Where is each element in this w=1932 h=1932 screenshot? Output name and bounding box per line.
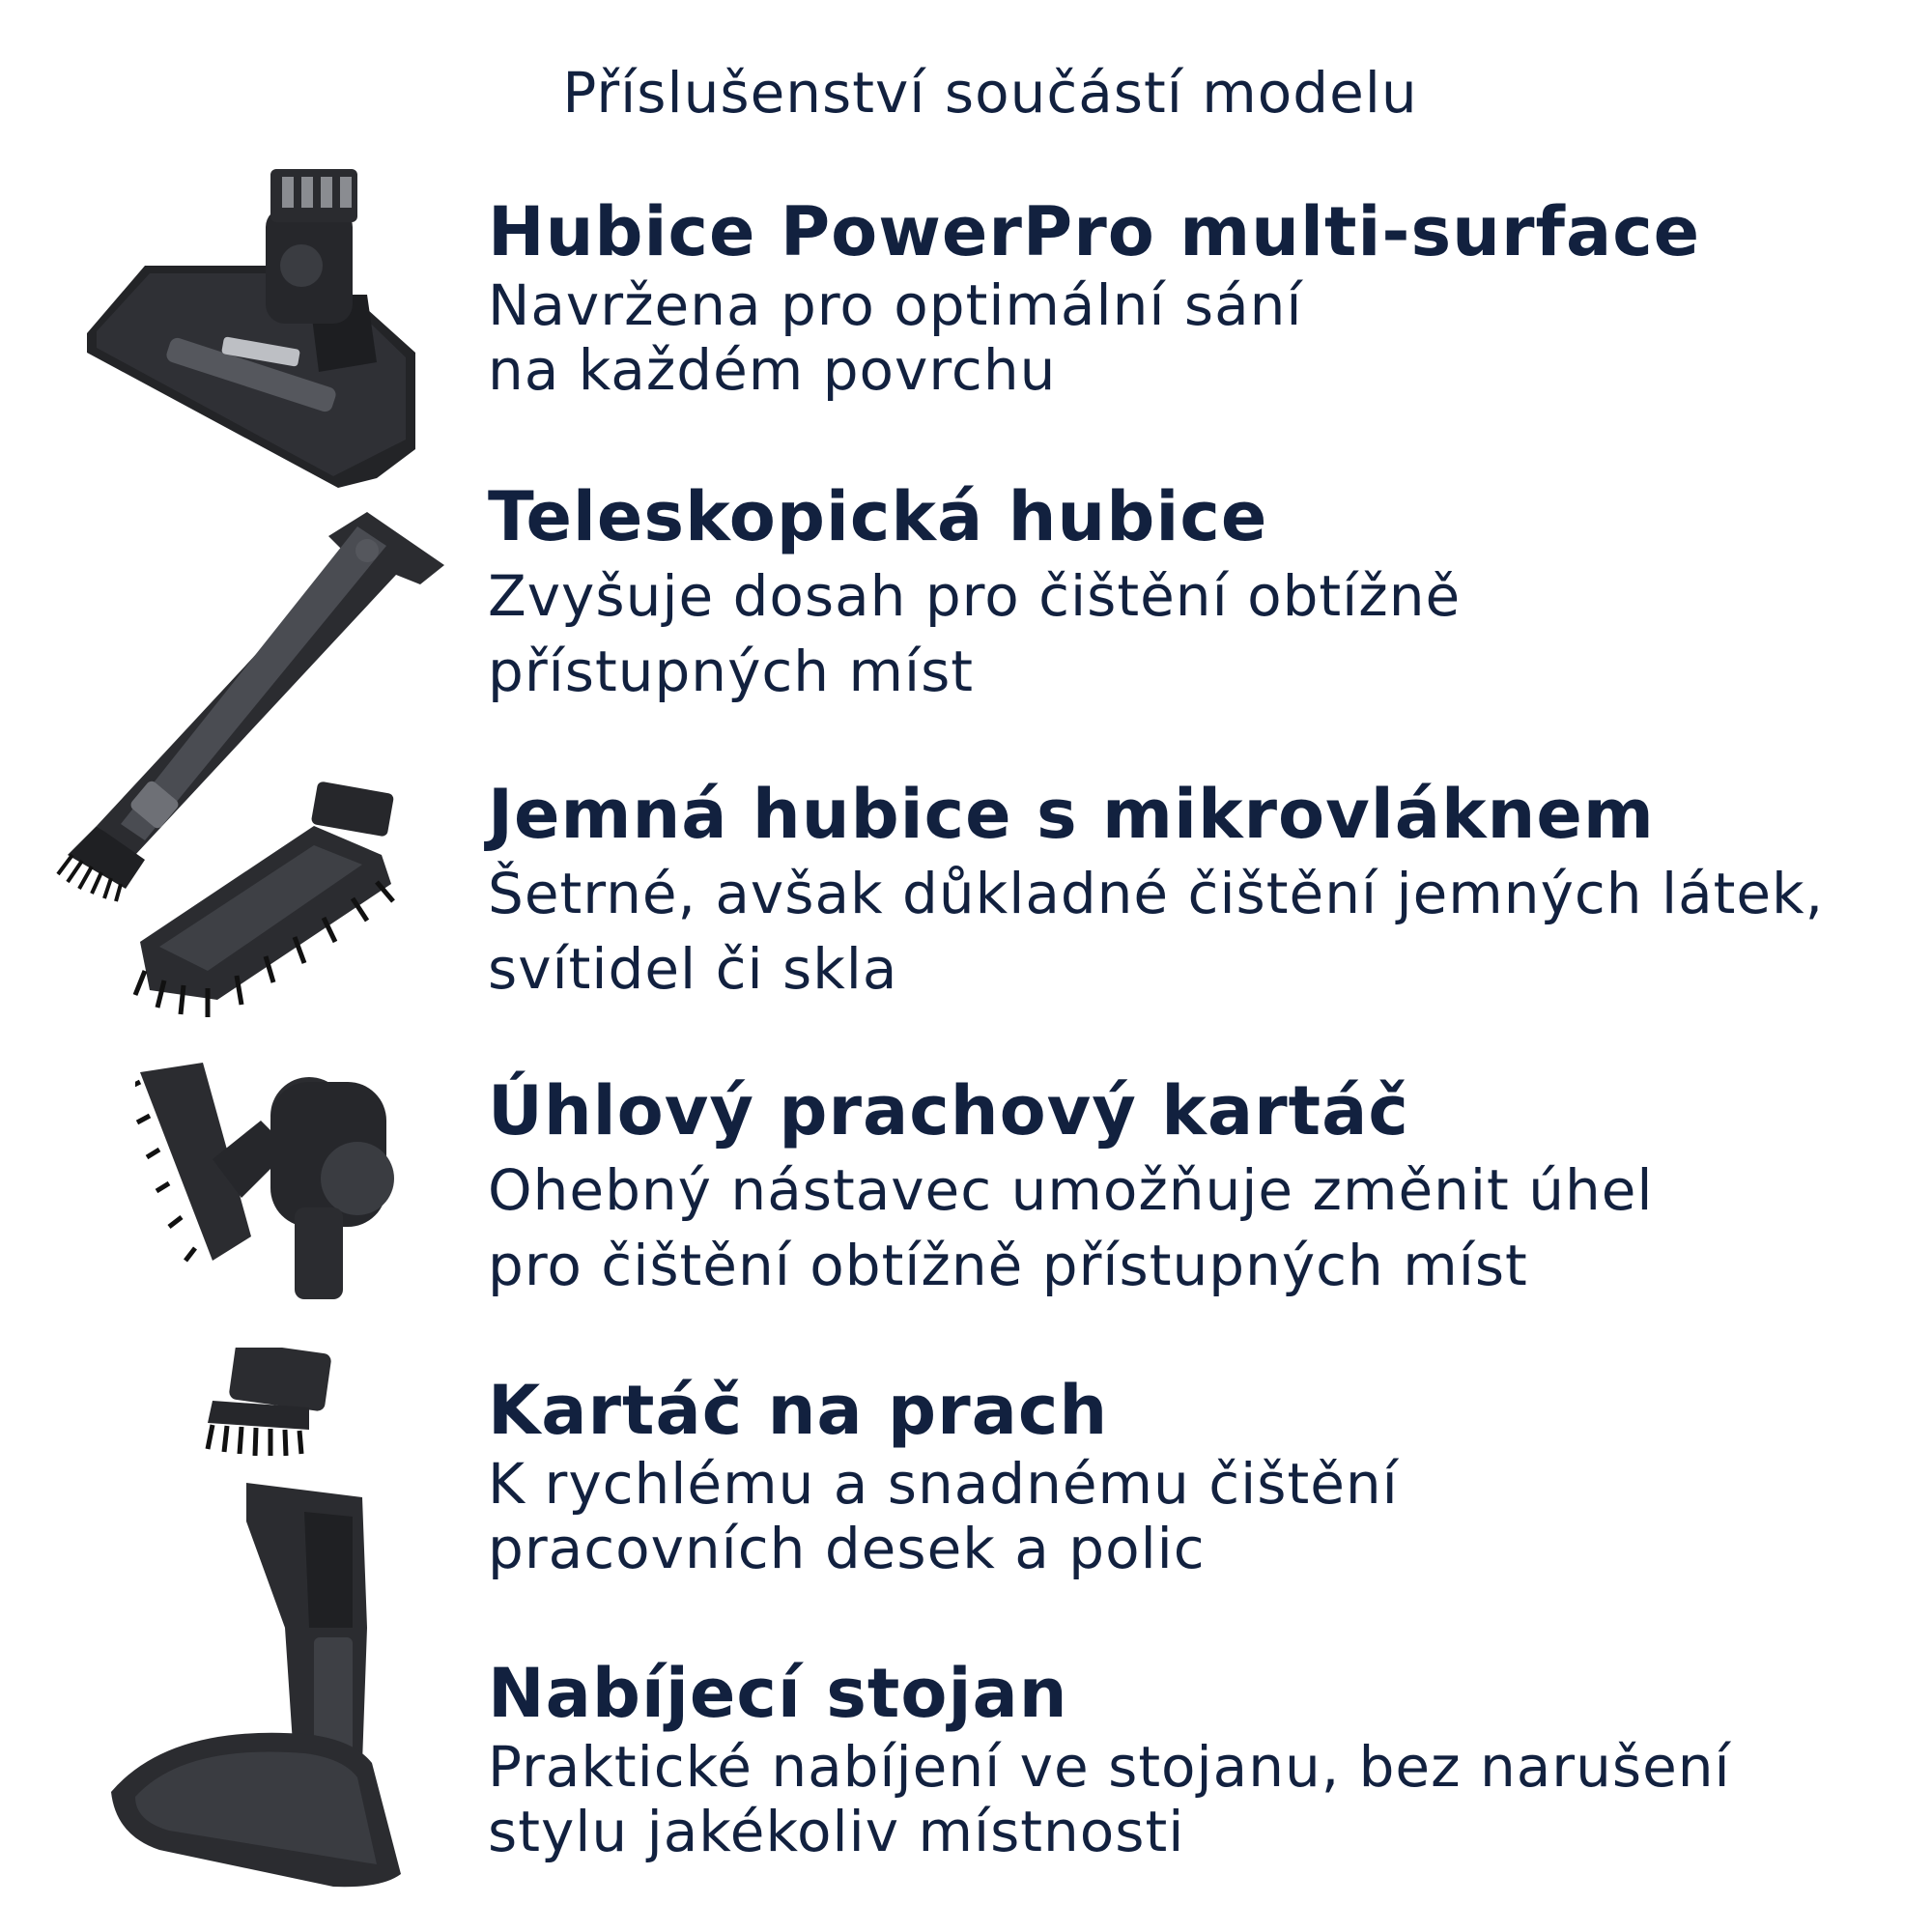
dust-brush-icon xyxy=(203,1348,338,1459)
item-description-line: svítidel či skla xyxy=(488,936,898,1003)
item-description xyxy=(488,273,1918,402)
item-description-line: Zvyšuje dosah pro čištění obtížně xyxy=(488,563,1462,629)
powerpro-nozzle-icon xyxy=(77,169,435,488)
item-description-line: Šetrné, avšak důkladné čištění jemných látek, xyxy=(488,861,1825,926)
item-charging-stand xyxy=(488,1654,1918,1864)
item-description-line: přístupných míst xyxy=(488,639,975,705)
item-title: Nabíjecí stojan xyxy=(488,1654,1068,1733)
item-description-line: Praktické nabíjení ve stojanu, bez narušení xyxy=(488,1734,1731,1800)
item-description xyxy=(488,1735,1918,1863)
item-title: Teleskopická hubice xyxy=(488,477,1268,556)
item-dust-brush xyxy=(488,1371,1918,1581)
item-title: Jemná hubice s mikrovláknem xyxy=(488,775,1655,854)
microfiber-nozzle-icon xyxy=(130,778,411,1019)
item-description-line: na každém povrchu xyxy=(488,336,1057,403)
item-description-line: stylu jakékoliv místnosti xyxy=(488,1798,1185,1864)
item-description xyxy=(488,856,1918,1008)
angled-dust-brush-icon xyxy=(135,1063,396,1304)
item-title: Kartáč na prach xyxy=(488,1371,1109,1450)
item-description-line: Navržena pro optimální sání xyxy=(488,272,1303,338)
charging-stand-icon xyxy=(111,1483,406,1893)
item-description-line: pracovních desek a polic xyxy=(488,1515,1206,1581)
item-description-line: K rychlému a snadnému čištění xyxy=(488,1451,1399,1517)
item-title: Úhlový prachový kartáč xyxy=(488,1071,1409,1151)
item-title: Hubice PowerPro multi-surface xyxy=(488,192,1701,271)
item-powerpro-nozzle xyxy=(488,192,1918,403)
item-telescopic-nozzle xyxy=(488,477,1918,710)
page-title: Příslušenství součástí modelu xyxy=(562,60,1418,126)
item-description-line: Ohebný nástavec umožňuje změnit úhel xyxy=(488,1157,1654,1223)
item-description xyxy=(488,558,1918,710)
item-description xyxy=(488,1152,1918,1304)
item-description-line: pro čištění obtížně přístupných míst xyxy=(488,1233,1528,1299)
item-microfiber-nozzle xyxy=(488,775,1918,1008)
item-description xyxy=(488,1452,1918,1580)
item-angled-dust-brush xyxy=(488,1071,1918,1304)
